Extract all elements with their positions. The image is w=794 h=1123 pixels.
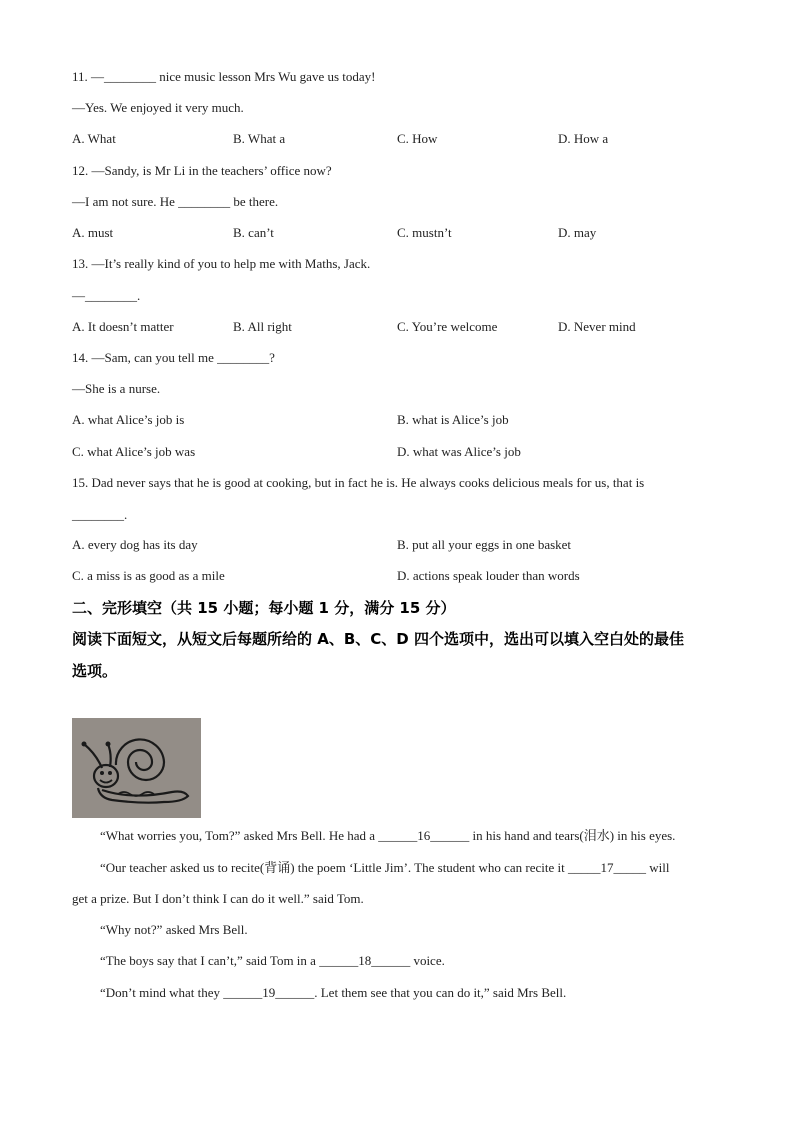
q15-option-b: B. put all your eggs in one basket <box>397 537 572 552</box>
passage-line-2: “Our teacher asked us to recite(背诵) the poem ‘Little Jim’. The student who can recite it _____17_____ will <box>100 860 670 875</box>
q14-option-d: D. what was Alice’s job <box>397 444 521 459</box>
q14-option-b: B. what is Alice’s job <box>397 412 509 427</box>
q13-option-c: C. You’re welcome <box>397 319 498 334</box>
question-13-stem: 13. —It’s really kind of you to help me with Maths, Jack. <box>72 256 371 271</box>
section-2-title: 二、完形填空（共 15 小题；每小题 1 分，满分 15 分） <box>72 599 456 617</box>
question-12-answer-line: —I am not sure. He ________ be there. <box>72 194 279 209</box>
passage-line-5: “The boys say that I can’t,” said Tom in a ______18______ voice. <box>100 953 445 968</box>
passage-line-1: “What worries you, Tom?” asked Mrs Bell. He had a ______16______ in his hand and tears(泪水) in his eyes. <box>100 828 676 843</box>
question-15-stem: 15. Dad never says that he is good at cooking, but in fact he is. He always cooks delicious meals for us, that is <box>72 475 645 490</box>
q12-option-c: C. mustn’t <box>397 225 452 240</box>
question-11-stem: 11. —________ nice music lesson Mrs Wu gave us today! <box>72 69 376 84</box>
q14-option-a: A. what Alice’s job is <box>72 412 185 427</box>
q11-option-b: B. What a <box>233 131 286 146</box>
q11-option-c: C. How <box>397 131 438 146</box>
q13-option-d: D. Never mind <box>558 319 636 334</box>
passage-line-6: “Don’t mind what they ______19______. Let them see that you can do it,” said Mrs Bell. <box>100 985 567 1000</box>
q15-option-d: D. actions speak louder than words <box>397 568 580 583</box>
question-15-stem-cont: ________. <box>72 507 128 522</box>
q11-option-d: D. How a <box>558 131 609 146</box>
passage-line-3: get a prize. But I don’t think I can do it well.” said Tom. <box>72 891 364 906</box>
passage-line-4: “Why not?” asked Mrs Bell. <box>100 922 248 937</box>
q15-option-a: A. every dog has its day <box>72 537 198 552</box>
snail-drawing <box>72 718 201 818</box>
q13-option-b: B. All right <box>233 319 292 334</box>
q15-option-c: C. a miss is as good as a mile <box>72 568 225 583</box>
q12-option-d: D. may <box>558 225 597 240</box>
section-2-instruction-line1: 阅读下面短文，从短文后每题所给的 A、B、C、D 四个选项中，选出可以填入空白处的最佳 <box>72 630 684 648</box>
section-2-instruction-line2: 选项。 <box>72 662 118 680</box>
q12-option-b: B. can’t <box>233 225 274 240</box>
question-11-answer-line: —Yes. We enjoyed it very much. <box>72 100 244 115</box>
q14-option-c: C. what Alice’s job was <box>72 444 196 459</box>
q13-option-a: A. It doesn’t matter <box>72 319 174 334</box>
question-12-stem: 12. —Sandy, is Mr Li in the teachers’ office now? <box>72 163 332 178</box>
question-14-stem: 14. —Sam, can you tell me ________? <box>72 350 275 365</box>
q12-option-a: A. must <box>72 225 114 240</box>
question-13-answer-line: —________. <box>72 288 141 303</box>
snail-illustration <box>72 718 201 818</box>
q11-option-a: A. What <box>72 131 116 146</box>
question-14-answer-line: —She is a nurse. <box>72 381 161 396</box>
